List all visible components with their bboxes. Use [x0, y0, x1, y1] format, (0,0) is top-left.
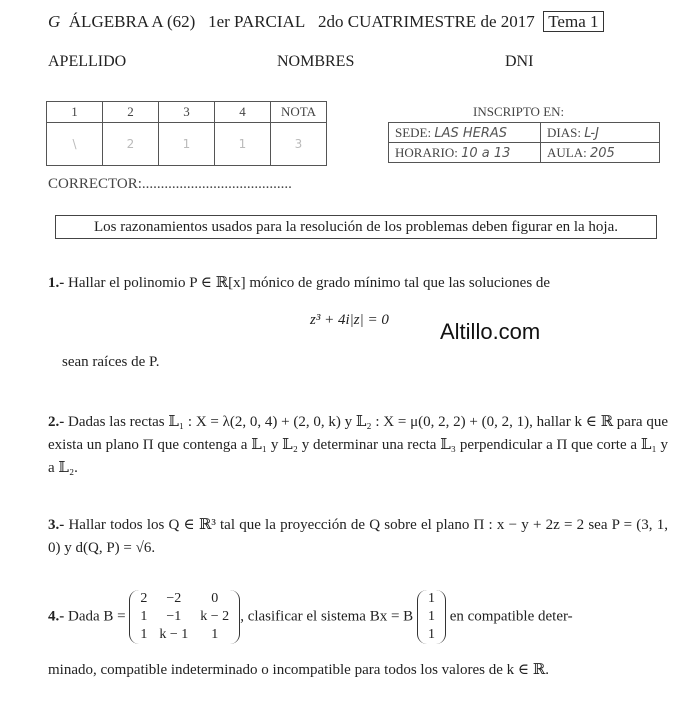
problem-text: en compatible deter-	[449, 608, 573, 625]
header-prefix: G	[48, 12, 61, 31]
matrix-entry: k − 2	[200, 609, 230, 624]
problem-number: 4.-	[48, 608, 65, 625]
problem-1	[48, 272, 668, 295]
problem-number: 2.-	[48, 414, 65, 430]
aula-label: AULA:	[547, 144, 587, 160]
sede-value: LAS HERAS	[434, 125, 508, 141]
problem-text: , clasificar el sistema Bx = B	[240, 608, 414, 625]
horario-value: 10 a 13	[461, 145, 511, 161]
score-header: 2	[103, 102, 159, 123]
score-cell: 1	[159, 123, 215, 166]
vector-entry: 1	[427, 627, 435, 642]
problem-3	[48, 514, 668, 560]
vector-entry: 1	[427, 591, 435, 606]
matrix-entry: 0	[211, 591, 219, 606]
matrix-entry: k − 1	[159, 627, 189, 642]
exam-name: 1er PARCIAL	[208, 12, 306, 31]
problem-4-continuation: minado, compatible indeterminado o incompatible para todos los valores de k ∈ ℝ.	[48, 662, 549, 678]
problem-1-continuation: sean raíces de P.	[62, 354, 160, 370]
horario-label: HORARIO:	[395, 144, 458, 160]
matrix-b	[129, 590, 240, 644]
problem-number: 1.-	[48, 275, 65, 291]
aula-value: 205	[589, 145, 615, 161]
score-cell: \	[47, 123, 103, 166]
score-header: NOTA	[271, 102, 327, 123]
matrix-entry: 1	[211, 627, 219, 642]
score-cell: 2	[103, 123, 159, 166]
matrix-entry: −1	[166, 609, 182, 624]
dias-value: L-J	[584, 125, 599, 141]
problem-text: Dada B =	[68, 608, 126, 625]
exam-header	[48, 12, 604, 32]
inscripto-title: INSCRIPTO EN:	[473, 104, 565, 119]
apellido-label: APELLIDO	[48, 53, 127, 70]
problem-2	[48, 411, 668, 480]
vector-entry: 1	[427, 609, 435, 624]
course-title: ÁLGEBRA A (62)	[68, 12, 196, 31]
tema-badge: Tema 1	[543, 11, 603, 32]
problem-text: Hallar el polinomio P ∈ ℝ[x] mónico de grado mínimo tal que las soluciones de	[68, 275, 551, 291]
problem-text: Hallar todos los Q ∈ ℝ³ tal que la proyección de Q sobre el plano Π : x − y + 2z = 2 sea P = (3, 1, 0) y d(Q, P) = √6.	[48, 517, 669, 556]
dias-label: DIAS:	[547, 124, 581, 140]
score-cell: 1	[215, 123, 271, 166]
score-header: 4	[215, 102, 271, 123]
corrector-label: CORRECTOR:........................................	[48, 176, 292, 192]
matrix-entry: 2	[140, 591, 148, 606]
notice-box: Los razonamientos usados para la resolución de los problemas deben figurar en la hoja.	[55, 215, 657, 239]
nombres-label: NOMBRES	[277, 53, 355, 70]
inscripto-table	[388, 122, 660, 163]
score-table	[46, 101, 327, 166]
sede-label: SEDE:	[395, 124, 432, 140]
watermark-logo: Altillo.com	[440, 319, 541, 344]
problem-1-equation: z³ + 4i|z| = 0	[310, 312, 389, 328]
vector	[417, 590, 446, 644]
problem-number: 3.-	[48, 517, 65, 533]
score-cell: 3	[271, 123, 327, 166]
exam-term: 2do CUATRIMESTRE de 2017	[317, 12, 535, 31]
dni-label: DNI	[505, 53, 534, 70]
matrix-entry: 1	[140, 609, 148, 624]
score-header: 3	[159, 102, 215, 123]
matrix-entry: −2	[166, 591, 182, 606]
matrix-entry: 1	[140, 627, 148, 642]
problem-text: Dadas las rectas 𝕃₁ : X = λ(2, 0, 4) + (2, 0, k) y 𝕃₂ : X = μ(0, 2, 2) + (0, 2, 1), hallar k ∈ ℝ para que exista un plano Π que contenga a 𝕃₁ y 𝕃₂ y determinar una recta 𝕃₃ perpendicular a Π que corte a 𝕃₁ y a 𝕃₂.	[48, 414, 669, 476]
problem-4	[48, 590, 573, 644]
score-header: 1	[47, 102, 103, 123]
